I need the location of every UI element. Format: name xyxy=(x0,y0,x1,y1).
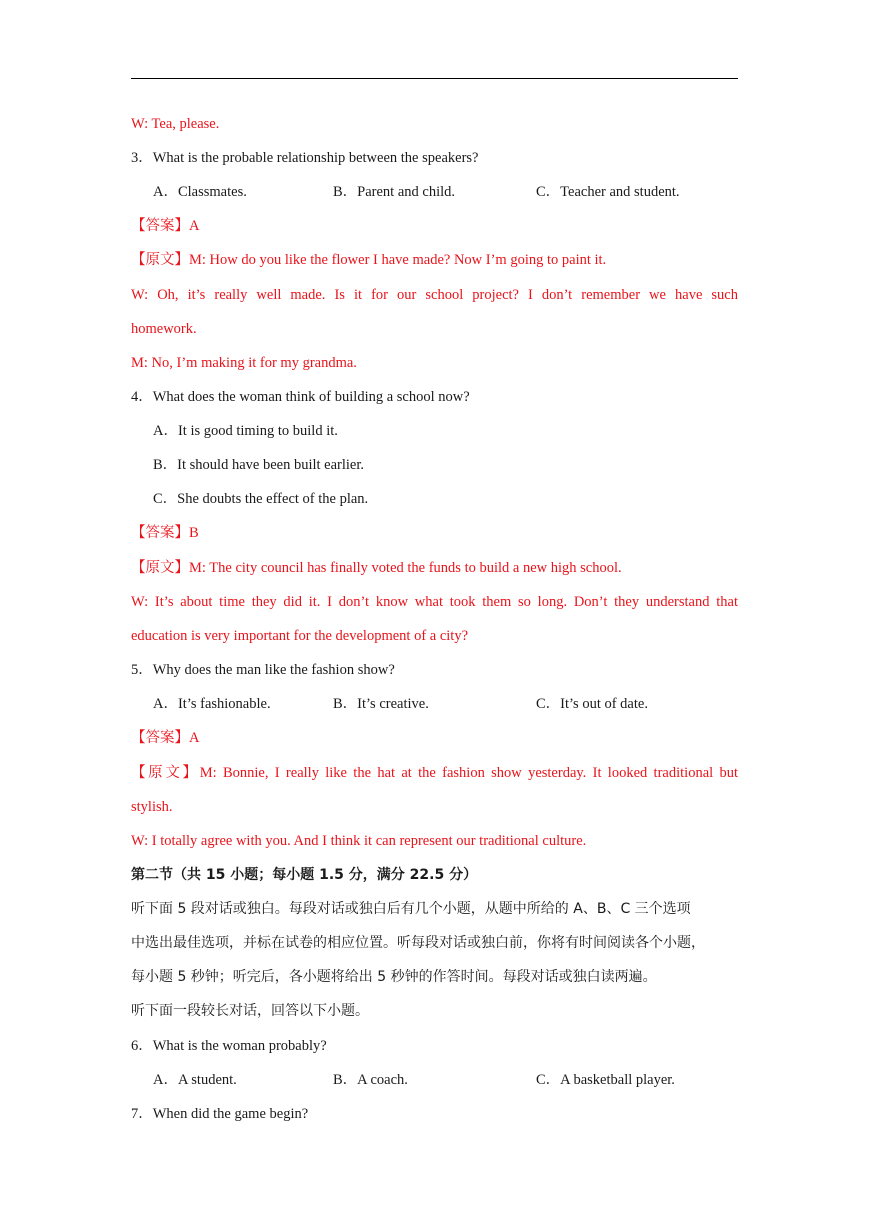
section-heading: 第二节（共 15 小题；每小题 1.5 分，满分 22.5 分） xyxy=(131,867,478,883)
answer-4: 【答案】B xyxy=(131,525,199,541)
option-6a: A．A student. xyxy=(153,1072,237,1088)
transcript-line: W: Oh, it’s really well made. Is it for our school project? I don’t remember we have such xyxy=(131,287,738,303)
transcript-line: W: It’s about time they did it. I don’t know what took them so long. Don’t they understand that xyxy=(131,594,738,610)
option-5a: A．It’s fashionable. xyxy=(153,696,271,712)
transcript-line: 【原文】M: Bonnie, I really like the hat at the fashion show yesterday. It looked traditional but xyxy=(131,765,738,781)
option-4c: C．She doubts the effect of the plan. xyxy=(153,491,369,507)
instruction-line: 中选出最佳选项，并标在试卷的相应位置。听每段对话或独白前，你将有时间阅读各个小题， xyxy=(131,935,705,951)
option-4b: B．It should have been built earlier. xyxy=(153,457,365,473)
transcript-line: stylish. xyxy=(131,799,173,815)
option-5c: C．It’s out of date. xyxy=(536,696,648,712)
instruction-line: 每小题 5 秒钟；听完后，各小题将给出 5 秒钟的作答时间。每段对话或独白读两遍。 xyxy=(131,969,657,985)
question-5: 5．Why does the man like the fashion show? xyxy=(131,662,395,678)
transcript-line: 【原文】M: How do you like the flower I have made? Now I’m going to paint it. xyxy=(131,252,607,268)
transcript-line: 【原文】M: The city council has finally voted the funds to build a new high school. xyxy=(131,560,622,576)
question-7: 7．When did the game begin? xyxy=(131,1106,309,1122)
answer-3: 【答案】A xyxy=(131,218,200,234)
option-6c: C．A basketball player. xyxy=(536,1072,675,1088)
option-4a: A．It is good timing to build it. xyxy=(153,423,338,439)
header-rule xyxy=(131,78,738,79)
transcript-line: homework. xyxy=(131,321,197,337)
option-3a: A．Classmates. xyxy=(153,184,247,200)
transcript-line: W: I totally agree with you. And I think it can represent our traditional culture. xyxy=(131,833,587,849)
option-3b: B．Parent and child. xyxy=(333,184,456,200)
answer-5: 【答案】A xyxy=(131,730,200,746)
option-3c: C．Teacher and student. xyxy=(536,184,680,200)
question-6: 6．What is the woman probably? xyxy=(131,1038,327,1054)
question-4: 4．What does the woman think of building a school now? xyxy=(131,389,470,405)
option-5b: B．It’s creative. xyxy=(333,696,429,712)
instruction-line: 听下面一段较长对话，回答以下小题。 xyxy=(131,1003,369,1019)
transcript-line: W: Tea, please. xyxy=(131,116,220,132)
instruction-line: 听下面 5 段对话或独白。每段对话或独白后有几个小题，从题中所给的 A、B、C 三个选项 xyxy=(131,901,691,917)
option-6b: B．A coach. xyxy=(333,1072,408,1088)
transcript-line: education is very important for the development of a city? xyxy=(131,628,469,644)
question-3: 3．What is the probable relationship between the speakers? xyxy=(131,150,479,166)
transcript-line: M: No, I’m making it for my grandma. xyxy=(131,355,357,371)
